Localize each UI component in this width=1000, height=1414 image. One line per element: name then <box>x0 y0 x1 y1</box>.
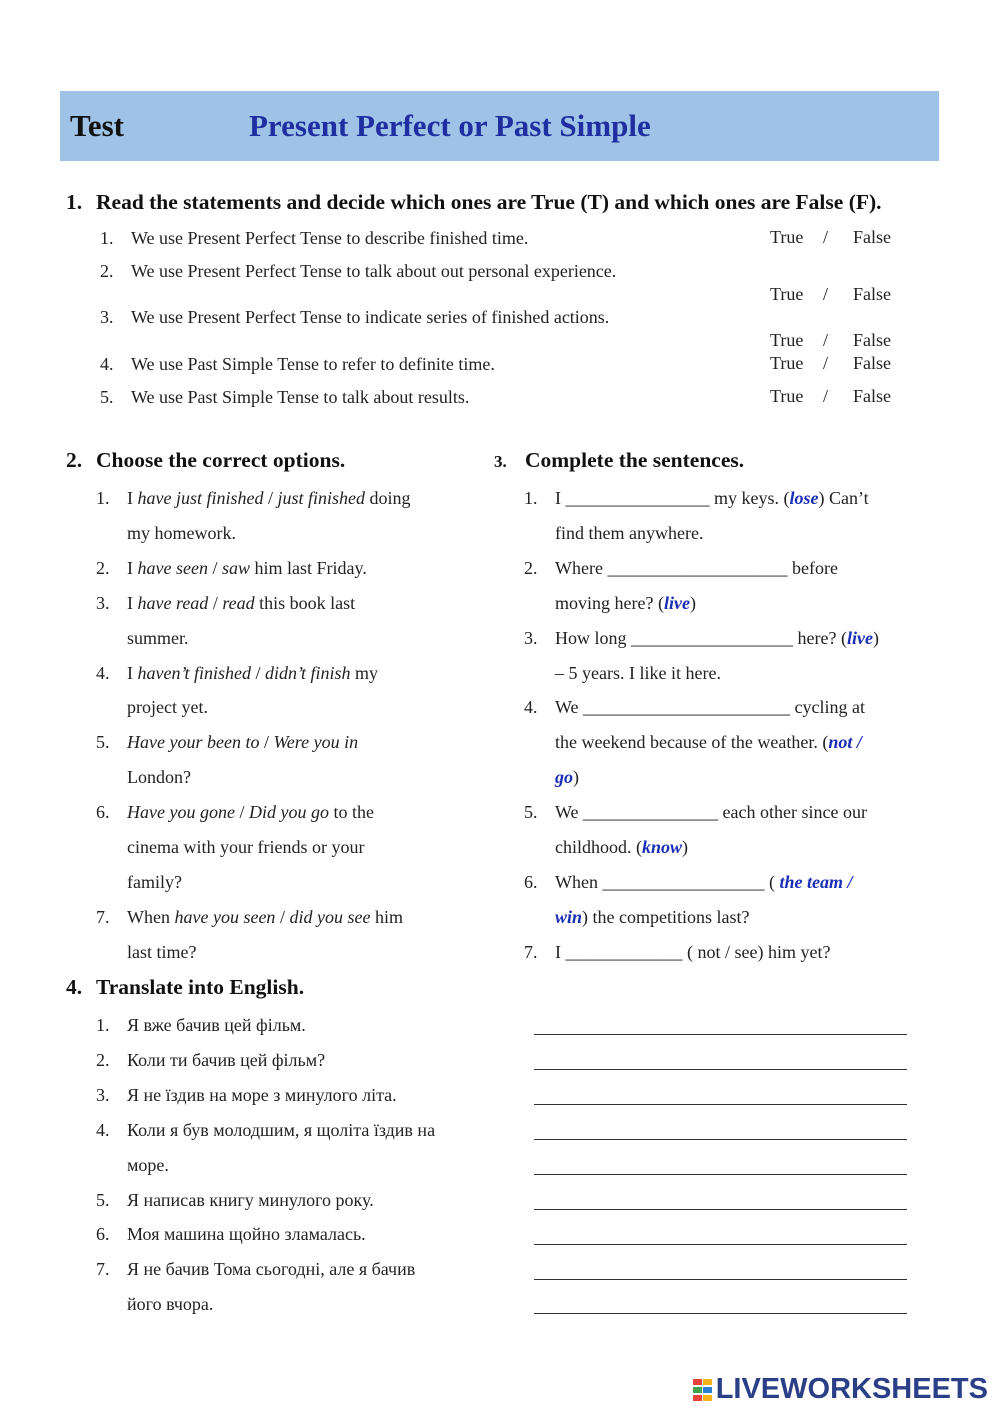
sentence-text: I _____________ ( not / see) him yet? <box>555 941 831 962</box>
true-option[interactable]: True <box>770 386 804 406</box>
option-line <box>96 731 358 753</box>
sentence-text: London? <box>127 767 191 788</box>
section-3-number: 3. <box>494 452 507 471</box>
section-4-number: 4. <box>66 975 83 999</box>
ukrainian-text: Моя машина щойно зламалась. <box>127 1224 366 1245</box>
true-false-choice-1[interactable] <box>770 227 891 248</box>
false-option[interactable]: False <box>853 284 891 304</box>
item-number: 7. <box>96 1259 110 1280</box>
true-option[interactable]: True <box>770 353 804 373</box>
slash: / <box>823 227 829 247</box>
sentence-text: / <box>263 488 278 508</box>
answer-line[interactable] <box>534 1104 907 1105</box>
statement-number: 5. <box>100 387 114 407</box>
translate-line <box>96 1014 306 1036</box>
translate-line <box>96 1119 435 1141</box>
logo-block <box>703 1395 712 1401</box>
true-false-choice-5[interactable] <box>770 386 891 407</box>
option-line <box>96 522 236 544</box>
statement-text: We use Past Simple Tense to refer to definite time. <box>131 354 495 374</box>
option-line <box>96 696 208 718</box>
sentence-line <box>524 557 838 579</box>
option-line <box>96 836 364 858</box>
sentence-line <box>524 662 721 684</box>
sentence-text: to the <box>328 802 374 823</box>
choice-option[interactable]: did you see <box>289 906 371 927</box>
sentence-text: When <box>127 906 175 927</box>
sentence-line <box>524 906 750 928</box>
option-line <box>96 557 367 579</box>
true-false-choice-4[interactable] <box>770 353 891 374</box>
answer-line[interactable] <box>534 1279 907 1280</box>
logo-block <box>693 1387 702 1393</box>
translate-line <box>96 1189 374 1211</box>
sentence-text: ) Can’t <box>818 488 869 508</box>
sentence-text: We _______________ each other since our <box>555 802 867 823</box>
false-option[interactable]: False <box>853 353 891 373</box>
sentence-text: last time? <box>127 941 197 962</box>
logo-block <box>703 1387 712 1393</box>
item-number: 2. <box>96 1049 110 1070</box>
section-2-heading: Choose the correct options. <box>96 448 346 472</box>
sentence-line <box>524 801 867 823</box>
sentence-text: Where ____________________ before <box>555 557 838 578</box>
option-line <box>96 941 196 963</box>
verb-hint: live <box>663 592 690 613</box>
ukrainian-text: море. <box>127 1154 169 1175</box>
sentence-text: I <box>127 592 138 613</box>
sentence-text: ) <box>573 767 579 788</box>
sentence-text: ) the competitions last? <box>582 906 750 927</box>
translate-line <box>96 1049 325 1071</box>
sentence-text: him <box>370 906 403 927</box>
statement-5 <box>100 386 469 408</box>
item-number: 6. <box>524 871 538 892</box>
slash: / <box>823 330 829 350</box>
sentence-line <box>524 592 696 614</box>
verb-hint: the team / <box>779 871 853 892</box>
choice-option[interactable]: haven’t finished <box>137 662 251 683</box>
verb-hint: lose <box>789 488 819 508</box>
item-number: 3. <box>96 592 110 613</box>
sentence-text: / <box>208 592 223 613</box>
slash: / <box>823 386 829 406</box>
option-line <box>96 801 374 823</box>
section-2-number: 2. <box>66 448 83 472</box>
answer-line[interactable] <box>534 1244 907 1245</box>
logo-block <box>703 1379 712 1385</box>
sentence-text: When __________________ ( <box>555 871 780 892</box>
choice-option[interactable]: have seen <box>137 557 208 578</box>
false-option[interactable]: False <box>853 386 891 406</box>
item-number: 3. <box>524 627 538 648</box>
item-number: 7. <box>96 906 110 927</box>
option-line <box>96 592 355 614</box>
choice-option[interactable]: have read <box>137 592 209 613</box>
ukrainian-text: його вчора. <box>127 1294 214 1315</box>
sentence-text: him last Friday. <box>250 557 367 578</box>
translate-line <box>96 1258 415 1280</box>
sentence-text: my homework. <box>127 522 236 543</box>
translate-line <box>96 1293 213 1315</box>
answer-line[interactable] <box>534 1174 907 1175</box>
header-test-label: Test <box>70 108 124 143</box>
sentence-text: I <box>127 488 138 508</box>
choice-option[interactable]: Were you in <box>273 732 359 753</box>
sentence-text: this book last <box>254 592 356 613</box>
sentence-text: I ________________ my keys. ( <box>555 488 790 508</box>
choice-option[interactable]: have you seen <box>174 906 276 927</box>
section-2-title <box>66 448 345 473</box>
liveworksheets-logo <box>693 1373 988 1406</box>
choice-option[interactable]: Have your been to <box>127 732 260 753</box>
section-4-heading: Translate into English. <box>96 975 305 999</box>
option-line <box>96 766 191 788</box>
verb-hint: win <box>555 906 583 927</box>
sentence-text: We _______________________ cycling at <box>555 697 866 718</box>
item-number: 6. <box>96 802 110 823</box>
choice-option[interactable]: read <box>222 592 255 613</box>
sentence-line <box>524 487 869 509</box>
sentence-text: summer. <box>127 627 189 648</box>
item-number: 4. <box>524 697 538 718</box>
sentence-text: / <box>234 802 249 823</box>
option-line <box>96 662 378 684</box>
option-line <box>96 487 411 509</box>
statement-2 <box>100 260 616 282</box>
true-option[interactable]: True <box>770 227 804 247</box>
statement-3 <box>100 306 609 328</box>
item-number: 7. <box>524 941 538 962</box>
sentence-text: project yet. <box>127 697 208 718</box>
false-option[interactable]: False <box>853 330 891 350</box>
item-number: 2. <box>524 557 538 578</box>
statement-text: We use Past Simple Tense to talk about results. <box>131 387 470 407</box>
sentence-text: How long __________________ here? ( <box>555 627 847 648</box>
statement-number: 3. <box>100 307 114 327</box>
slash: / <box>823 353 829 373</box>
ukrainian-text: Коли ти бачив цей фільм? <box>127 1049 326 1070</box>
answer-line[interactable] <box>534 1313 907 1314</box>
section-1-heading: Read the statements and decide which ones are True (T) and which ones are False (F). <box>96 190 882 214</box>
sentence-line <box>524 836 688 858</box>
sentence-text: cinema with your friends or your <box>127 837 365 857</box>
sentence-text: I <box>127 557 138 578</box>
sentence-line <box>524 522 703 544</box>
item-number: 1. <box>524 488 538 508</box>
true-option[interactable]: True <box>770 284 804 304</box>
false-option[interactable]: False <box>853 227 891 247</box>
statement-text: We use Present Perfect Tense to indicate series of finished actions. <box>131 307 610 327</box>
ukrainian-text: Я вже бачив цей фільм. <box>127 1015 306 1035</box>
sentence-text: doing <box>365 488 411 508</box>
statement-4 <box>100 353 495 375</box>
choice-option[interactable]: saw <box>221 557 250 578</box>
ukrainian-text: Коли я був молодшим, я щоліта їздив на <box>127 1119 436 1140</box>
sentence-text: my <box>350 662 379 683</box>
sentence-text: / <box>259 732 274 753</box>
sentence-text: family? <box>127 871 182 892</box>
sentence-line <box>524 731 862 753</box>
section-1-number: 1. <box>66 190 83 214</box>
section-3-heading: Complete the sentences. <box>525 448 745 472</box>
logo-icon <box>693 1377 713 1403</box>
true-option[interactable]: True <box>770 330 804 350</box>
logo-text: LIVEWORKSHEETS <box>715 1373 988 1405</box>
option-line <box>96 627 189 649</box>
sentence-line <box>524 627 879 649</box>
section-3-title <box>494 448 744 473</box>
choice-option[interactable]: have just finished <box>137 488 264 508</box>
choice-option[interactable]: Have you gone <box>127 802 235 823</box>
translate-line <box>96 1154 169 1176</box>
ukrainian-text: Я написав книгу минулого року. <box>127 1189 374 1210</box>
choice-option[interactable]: just finished <box>277 488 366 508</box>
sentence-text: ) <box>689 592 696 613</box>
item-number: 5. <box>96 1189 110 1210</box>
item-number: 6. <box>96 1224 110 1245</box>
true-false-choice-2[interactable] <box>770 284 891 305</box>
slash: / <box>823 284 829 304</box>
item-number: 5. <box>96 732 110 753</box>
choice-option[interactable]: didn’t finish <box>265 662 351 683</box>
sentence-text: – 5 years. I like it here. <box>555 662 721 683</box>
statement-1 <box>100 227 528 249</box>
sentence-text: find them anywhere. <box>555 522 704 543</box>
page-title: Present Perfect or Past Simple <box>249 108 651 143</box>
answer-line[interactable] <box>534 1139 907 1140</box>
logo-block <box>693 1395 702 1401</box>
statement-number: 4. <box>100 354 114 374</box>
sentence-text: ) <box>682 837 689 857</box>
item-number: 2. <box>96 557 110 578</box>
sentence-text: / <box>275 906 290 927</box>
option-line <box>96 906 403 928</box>
ukrainian-text: Я не їздив на море з минулого літа. <box>127 1084 397 1105</box>
section-4-title <box>66 975 304 1000</box>
statement-number: 2. <box>100 261 114 281</box>
item-number: 4. <box>96 662 110 683</box>
sentence-text: the weekend because of the weather. ( <box>555 732 829 753</box>
verb-hint: know <box>642 837 683 857</box>
sentence-text: / <box>250 662 265 683</box>
sentence-text: childhood. ( <box>555 837 642 857</box>
item-number: 1. <box>96 1015 110 1035</box>
ukrainian-text: Я не бачив Тома сьогодні, але я бачив <box>127 1259 416 1280</box>
translate-line <box>96 1223 366 1245</box>
verb-hint: not / <box>828 732 862 753</box>
sentence-line <box>524 871 852 893</box>
verb-hint: live <box>846 627 873 648</box>
logo-block <box>693 1379 702 1385</box>
sentence-line <box>524 696 865 718</box>
item-number: 1. <box>96 488 110 508</box>
statement-text: We use Present Perfect Tense to talk about out personal experience. <box>131 261 617 281</box>
sentence-line <box>524 941 830 963</box>
verb-hint: go <box>555 767 573 788</box>
sentence-text: / <box>207 557 222 578</box>
item-number: 3. <box>96 1084 110 1105</box>
item-number: 4. <box>96 1119 110 1140</box>
sentence-line <box>524 766 579 788</box>
choice-option[interactable]: Did you go <box>248 802 329 823</box>
answer-line[interactable] <box>534 1209 907 1210</box>
sentence-text: ) <box>872 627 879 648</box>
answer-line[interactable] <box>534 1069 907 1070</box>
option-line <box>96 871 182 893</box>
answer-line[interactable] <box>534 1034 907 1035</box>
sentence-text: moving here? ( <box>555 592 664 613</box>
translate-line <box>96 1084 397 1106</box>
true-false-choice-3[interactable] <box>770 330 891 351</box>
statement-text: We use Present Perfect Tense to describe finished time. <box>131 228 529 248</box>
statement-number: 1. <box>100 228 114 248</box>
section-1-title <box>66 190 939 215</box>
sentence-text: I <box>127 662 138 683</box>
item-number: 5. <box>524 802 538 823</box>
